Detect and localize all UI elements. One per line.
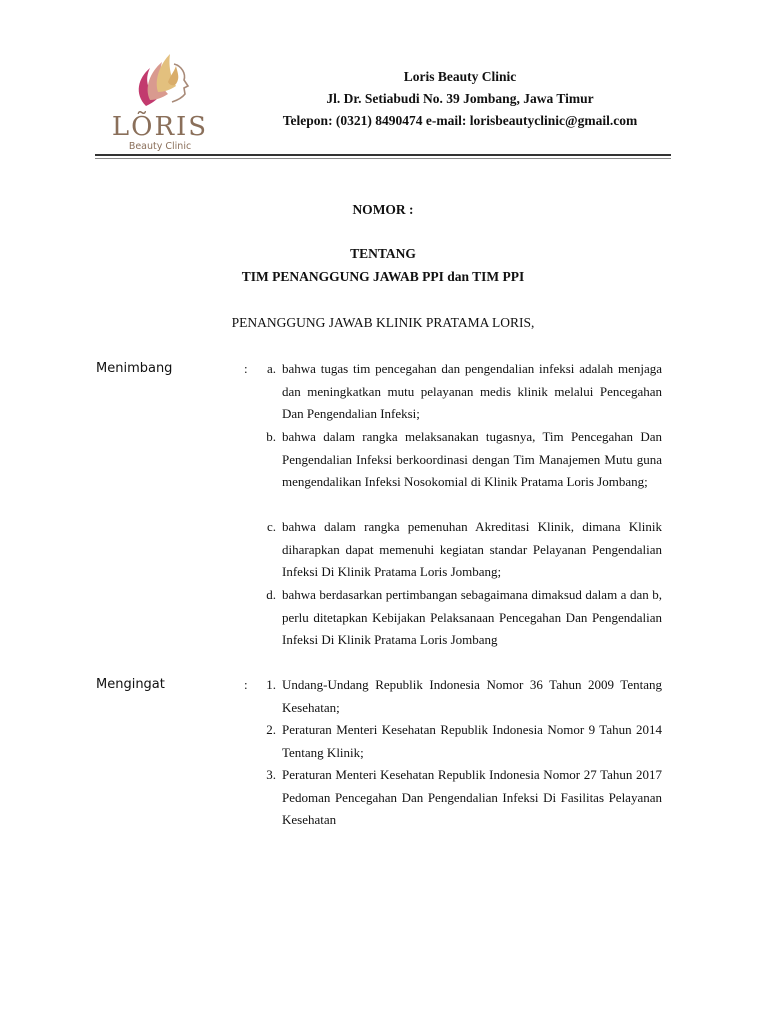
item-text: bahwa dalam rangka melaksanakan tugasnya, Tim Pencegahan Dan Pengendalian Infeksi berkoordinasi dengan Tim Manajemen Mutu guna mengendalikan Infeksi Nosokomial di Klinik Pratama Loris Jombang; <box>282 429 662 490</box>
item-marker: b. <box>266 429 276 444</box>
clinic-name: Loris Beauty Clinic <box>403 69 517 84</box>
item-text: Peraturan Menteri Kesehatan Republik Indonesia Nomor 9 Tahun 2014 Tentang Klinik; <box>282 722 662 760</box>
clinic-address: Jl. Dr. Setiabudi No. 39 Jombang, Jawa Timur <box>326 91 594 106</box>
logo-face-icon <box>104 48 216 118</box>
mengingat-colon: : <box>244 677 248 692</box>
decree-subject: TIM PENANGGUNG JAWAB PPI dan TIM PPI <box>241 269 525 284</box>
item-marker: 3. <box>266 767 276 782</box>
clinic-contact: Telepon: (0321) 8490474 e-mail: lorisbeautyclinic@gmail.com <box>282 113 638 128</box>
letterhead-rule-thin <box>95 158 671 159</box>
item-marker: c. <box>266 519 276 534</box>
mengingat-label: Mengingat <box>96 677 165 692</box>
item-text: bahwa tugas tim pencegahan dan pengendalian infeksi adalah menjaga dan meningkatkan mutu pelayanan medis klinik melalui Pencegahan Dan Pengendalian Infeksi; <box>282 361 662 422</box>
letterhead-text <box>250 66 670 132</box>
decree-about-heading: TENTANG <box>350 246 416 261</box>
decree-number: NOMOR : <box>352 202 414 217</box>
clinic-logo <box>104 48 216 156</box>
decree-issuer: PENANGGUNG JAWAB KLINIK PRATAMA LORIS, <box>231 315 535 330</box>
item-marker: a. <box>266 361 276 376</box>
logo-subtitle: Beauty Clinic <box>128 141 192 152</box>
menimbang-colon: : <box>244 361 248 376</box>
item-marker: 2. <box>266 722 276 737</box>
menimbang-label: Menimbang <box>96 361 173 376</box>
logo-wordmark: LÕRIS <box>111 112 209 142</box>
letterhead-rule <box>95 154 671 156</box>
item-text: Peraturan Menteri Kesehatan Republik Indonesia Nomor 27 Tahun 2017 Pedoman Pencegahan Dan Pengendalian Infeksi Di Fasilitas Pelayanan Kesehatan <box>282 767 662 828</box>
item-text: Undang-Undang Republik Indonesia Nomor 36 Tahun 2009 Tentang Kesehatan; <box>282 677 662 715</box>
item-marker: d. <box>266 587 276 602</box>
item-text: bahwa berdasarkan pertimbangan sebagaimana dimaksud dalam a dan b, perlu ditetapkan Kebijakan Pelaksanaan Pencegahan Dan Pengendalian Infeksi Di Klinik Pratama Loris Jombang <box>282 587 662 648</box>
item-text: bahwa dalam rangka pemenuhan Akreditasi Klinik, dimana Klinik diharapkan dapat memenuhi kegiatan standar Pelayanan Pengendalian Infeksi Di Klinik Pratama Loris Jombang; <box>282 519 662 580</box>
item-marker: 1. <box>266 677 276 692</box>
